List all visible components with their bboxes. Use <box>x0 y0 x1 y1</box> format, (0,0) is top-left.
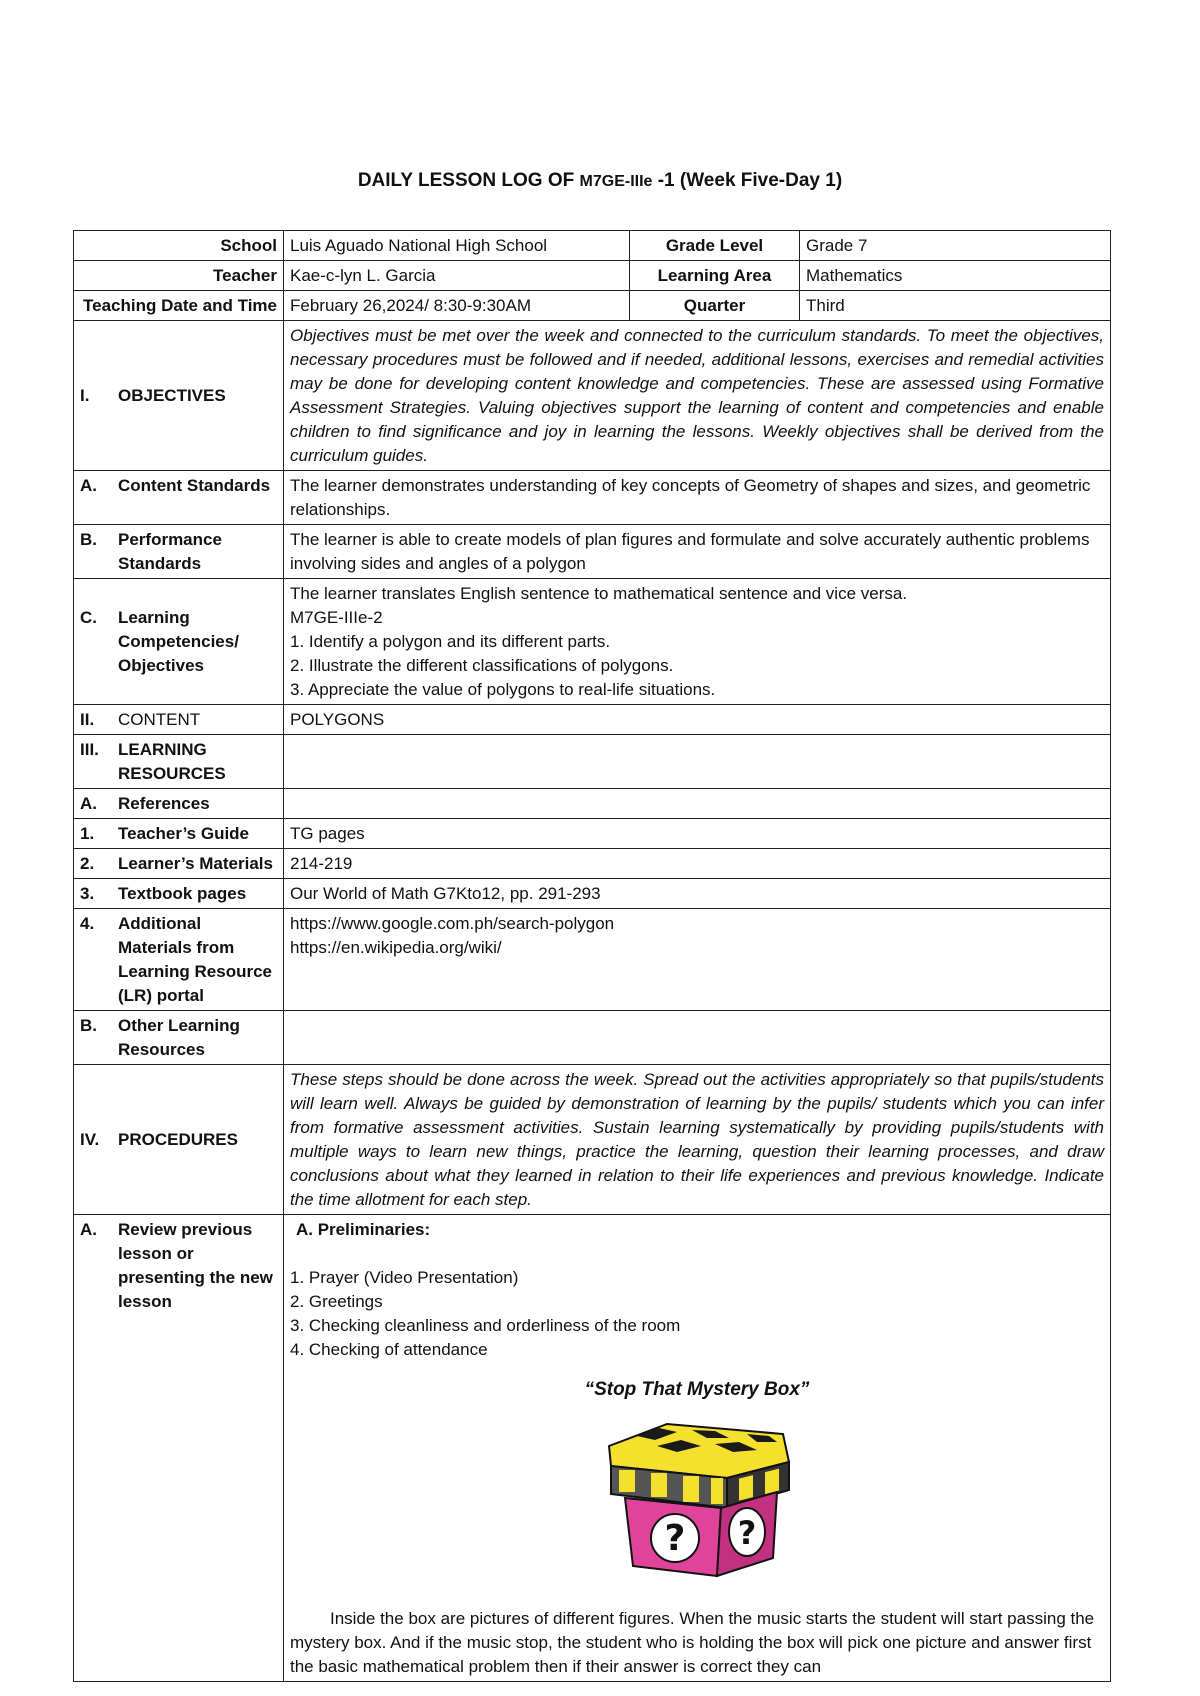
date-value: February 26,2024/ 8:30-9:30AM <box>284 291 630 321</box>
performance-standards-row <box>74 525 1111 579</box>
content-text: POLYGONS <box>284 705 1111 735</box>
link-google[interactable]: https://www.google.com.ph/search-polygon <box>290 914 615 933</box>
additional-links <box>284 909 1111 1011</box>
references-label-cell <box>74 789 284 819</box>
grade-label: Grade Level <box>630 231 800 261</box>
textbook-num: 3. <box>80 884 95 903</box>
quarter-value: Third <box>800 291 1111 321</box>
quarter-label: Quarter <box>630 291 800 321</box>
content-label: CONTENT <box>118 710 201 729</box>
review-label-cell <box>74 1215 284 1682</box>
preliminary-item: 1. Prayer (Video Presentation) <box>290 1268 519 1287</box>
content-num: II. <box>80 710 95 729</box>
preliminary-item: 2. Greetings <box>290 1292 383 1311</box>
teachers-guide-label: Teacher’s Guide <box>118 824 250 843</box>
competencies-row <box>74 579 1111 705</box>
competencies-text <box>284 579 1111 705</box>
review-label: Review previous lesson or presenting the new lesson <box>118 1220 273 1311</box>
additional-row <box>74 909 1111 1011</box>
area-value: Mathematics <box>800 261 1111 291</box>
references-empty <box>284 789 1111 819</box>
objectives-label-cell <box>74 321 284 471</box>
date-row <box>74 291 1111 321</box>
procedures-label-cell <box>74 1065 284 1215</box>
competency-line: 1. Identify a polygon and its different parts. <box>290 632 611 651</box>
procedures-label: PROCEDURES <box>118 1130 238 1149</box>
preliminary-item: 3. Checking cleanliness and orderliness of the room <box>290 1316 681 1335</box>
procedures-num: IV. <box>80 1130 100 1149</box>
other-label: Other Learning Resources <box>118 1016 240 1059</box>
school-value: Luis Aguado National High School <box>284 231 630 261</box>
content-row <box>74 705 1111 735</box>
references-num: A. <box>80 794 97 813</box>
references-row <box>74 789 1111 819</box>
learners-materials-label: Learner’s Materials <box>118 854 273 873</box>
mystery-box-image <box>290 1416 1104 1593</box>
grade-value: Grade 7 <box>800 231 1111 261</box>
content-standards-text: The learner demonstrates understanding of key concepts of Geometry of shapes and sizes, and geometric relationships. <box>284 471 1111 525</box>
objectives-note: Objectives must be met over the week and connected to the curriculum standards. To meet the objectives, necessary procedures must be followed and if needed, additional lessons, exercises and remedial activities may be done for developing content knowledge and competencies. These are assessed using Formative Assessment Strategies. Valuing objectives support the learning of content and competencies and enable children to find significance and joy in learning the lessons. Weekly objectives shall be derived from the curriculum guides. <box>284 321 1111 471</box>
resources-empty <box>284 735 1111 789</box>
procedures-row <box>74 1065 1111 1215</box>
resources-num: III. <box>80 740 99 759</box>
learners-materials-num: 2. <box>80 854 95 873</box>
game-title: “Stop That Mystery Box” <box>584 1379 810 1400</box>
competency-line: M7GE-IIIe-2 <box>290 608 383 627</box>
additional-label-cell <box>74 909 284 1011</box>
content-standards-label: Content Standards <box>118 476 271 495</box>
preliminaries-heading: A. Preliminaries: <box>296 1220 431 1239</box>
mystery-box-icon <box>597 1416 797 1586</box>
objectives-row <box>74 321 1111 471</box>
performance-standards-num: B. <box>80 530 97 549</box>
other-empty <box>284 1011 1111 1065</box>
teacher-row <box>74 261 1111 291</box>
school-label: School <box>74 231 284 261</box>
textbook-label: Textbook pages <box>118 884 247 903</box>
question-mark-glyph: ? <box>664 1518 686 1559</box>
content-label-cell <box>74 705 284 735</box>
title-code: M7GE-IIIe <box>579 173 653 190</box>
competency-line: 2. Illustrate the different classifications of polygons. <box>290 656 674 675</box>
teachers-guide-label-cell <box>74 819 284 849</box>
link-wikipedia[interactable]: https://en.wikipedia.org/wiki/ <box>290 938 502 957</box>
content-standards-num: A. <box>80 476 97 495</box>
additional-num: 4. <box>80 914 95 933</box>
textbook-text: Our World of Math G7Kto12, pp. 291-293 <box>284 879 1111 909</box>
other-num: B. <box>80 1016 97 1035</box>
objectives-label: OBJECTIVES <box>118 386 226 405</box>
review-num: A. <box>80 1220 97 1239</box>
competency-line: The learner translates English sentence to mathematical sentence and vice versa. <box>290 584 908 603</box>
resources-label: LEARNING RESOURCES <box>118 740 226 783</box>
learners-materials-label-cell <box>74 849 284 879</box>
game-paragraph: Inside the box are pictures of different figures. When the music starts the student will start passing the mystery box. And if the music stop, the student who is holding the box will pick one picture and answer first the basic mathematical problem then if their answer is correct they can <box>290 1609 1095 1676</box>
resources-row <box>74 735 1111 789</box>
teacher-value: Kae-c-lyn L. Garcia <box>284 261 630 291</box>
page-title <box>0 170 1200 192</box>
textbook-label-cell <box>74 879 284 909</box>
procedures-note: These steps should be done across the week. Spread out the activities appropriately so that pupils/students will learn well. Always be guided by demonstration of learning by the pupils/ students which you can infer from formative assessment activities. Sustain learning systematically by providing pupils/students with multiple ways to learn new things, practice the learning, question their learning processes, and draw conclusions about what they learned in relation to their life experiences and previous knowledge. Indicate the time allotment for each step. <box>284 1065 1111 1215</box>
additional-label: Additional Materials from Learning Resource (LR) portal <box>118 914 272 1005</box>
other-label-cell <box>74 1011 284 1065</box>
teacher-label: Teacher <box>74 261 284 291</box>
title-prefix: DAILY LESSON LOG OF <box>357 170 580 191</box>
teachers-guide-row <box>74 819 1111 849</box>
competencies-label-cell <box>74 579 284 705</box>
other-row <box>74 1011 1111 1065</box>
lesson-log-table <box>73 230 1111 1682</box>
textbook-row <box>74 879 1111 909</box>
preliminary-item: 4. Checking of attendance <box>290 1340 488 1359</box>
review-content <box>284 1215 1111 1682</box>
resources-label-cell <box>74 735 284 789</box>
competency-line: 3. Appreciate the value of polygons to real-life situations. <box>290 680 716 699</box>
learners-materials-row <box>74 849 1111 879</box>
date-label: Teaching Date and Time <box>74 291 284 321</box>
competencies-label: Learning Competencies/ Objectives <box>118 608 239 675</box>
performance-standards-label-cell <box>74 525 284 579</box>
review-row <box>74 1215 1111 1682</box>
learners-materials-text: 214-219 <box>284 849 1111 879</box>
performance-standards-label: Performance Standards <box>118 530 222 573</box>
school-row <box>74 231 1111 261</box>
teachers-guide-text: TG pages <box>284 819 1111 849</box>
references-label: References <box>118 794 210 813</box>
performance-standards-text: The learner is able to create models of plan figures and formulate and solve accurately authentic problems involving sides and angles of a polygon <box>284 525 1111 579</box>
content-standards-label-cell <box>74 471 284 525</box>
area-label: Learning Area <box>630 261 800 291</box>
objectives-num: I. <box>80 386 90 405</box>
content-standards-row <box>74 471 1111 525</box>
competencies-num: C. <box>80 608 97 627</box>
title-suffix: -1 (Week Five-Day 1) <box>652 170 843 191</box>
teachers-guide-num: 1. <box>80 824 95 843</box>
question-mark-glyph: ? <box>737 1514 757 1552</box>
